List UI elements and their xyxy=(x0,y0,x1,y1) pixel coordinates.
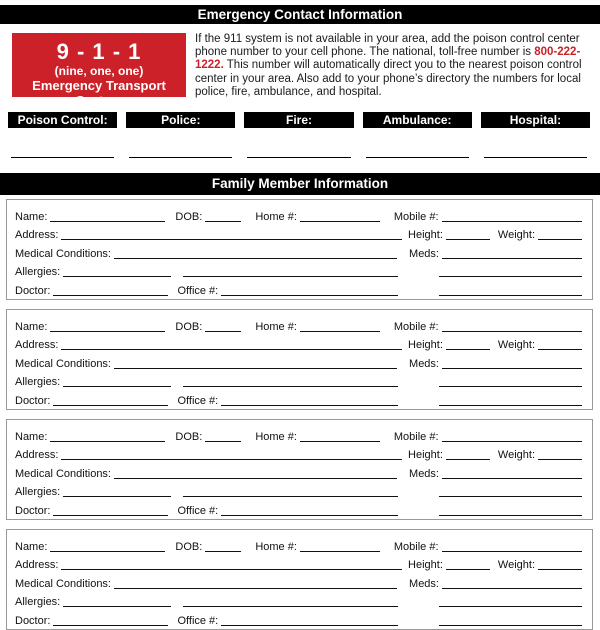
address-label: Address: xyxy=(15,339,59,352)
office-phone-field[interactable] xyxy=(221,405,398,406)
mobile-phone-label: Mobile #: xyxy=(393,320,439,333)
hospital-number-field[interactable] xyxy=(484,157,587,158)
badge-911-pronunciation: (nine, one, one) xyxy=(54,64,144,78)
meds-field[interactable] xyxy=(442,588,582,589)
member-row-doctor xyxy=(15,389,582,408)
family-member-block xyxy=(6,529,593,630)
medical-conditions-label: Medical Conditions: xyxy=(15,467,111,480)
allergies-extra-field[interactable] xyxy=(183,386,398,387)
mobile-phone-field[interactable] xyxy=(442,221,582,222)
home-phone-field[interactable] xyxy=(300,331,380,332)
office-phone-field[interactable] xyxy=(221,625,398,626)
height-label: Height: xyxy=(408,339,443,352)
medical-conditions-label: Medical Conditions: xyxy=(15,577,111,590)
address-label: Address: xyxy=(15,449,59,462)
doctor-label: Doctor: xyxy=(15,614,51,627)
badge-911 xyxy=(12,33,186,108)
badge-911-number: 9 - 1 - 1 xyxy=(56,39,142,64)
meds-extra-field-2[interactable] xyxy=(439,625,582,626)
dob-label: DOB: xyxy=(175,540,203,553)
member-row-name xyxy=(15,535,582,554)
allergies-field[interactable] xyxy=(63,386,171,387)
allergies-field[interactable] xyxy=(63,496,171,497)
home-phone-field[interactable] xyxy=(300,221,380,222)
address-field[interactable] xyxy=(61,239,402,240)
office-phone-field[interactable] xyxy=(221,515,398,516)
dob-field[interactable] xyxy=(205,221,241,222)
member-row-allergies xyxy=(15,481,582,500)
meds-extra-field[interactable] xyxy=(439,496,582,497)
mobile-phone-label: Mobile #: xyxy=(393,210,439,223)
allergies-label: Allergies: xyxy=(15,596,61,609)
office-phone-label: Office #: xyxy=(177,394,219,407)
medical-conditions-field[interactable] xyxy=(114,258,397,259)
weight-label: Weight: xyxy=(497,229,535,242)
contact-fill-lines-row xyxy=(8,157,590,158)
meds-field[interactable] xyxy=(442,258,582,259)
home-phone-label: Home #: xyxy=(255,430,297,443)
height-field[interactable] xyxy=(446,239,490,240)
emergency-contact-header: Emergency Contact Information xyxy=(0,5,600,24)
intro-paragraph xyxy=(186,33,592,99)
medical-conditions-field[interactable] xyxy=(114,588,397,589)
weight-label: Weight: xyxy=(497,449,535,462)
contact-label-poison-control: Poison Control: xyxy=(8,112,117,128)
doctor-label: Doctor: xyxy=(15,394,51,407)
allergies-extra-field[interactable] xyxy=(183,606,398,607)
member-row-doctor xyxy=(15,499,582,518)
mobile-phone-label: Mobile #: xyxy=(393,540,439,553)
office-phone-label: Office #: xyxy=(177,284,219,297)
name-label: Name: xyxy=(15,210,48,223)
office-phone-label: Office #: xyxy=(177,614,219,627)
doctor-field[interactable] xyxy=(53,405,168,406)
address-field[interactable] xyxy=(61,459,402,460)
doctor-label: Doctor: xyxy=(15,284,51,297)
member-row-address xyxy=(15,444,582,463)
office-phone-label: Office #: xyxy=(177,504,219,517)
meds-field[interactable] xyxy=(442,478,582,479)
weight-field[interactable] xyxy=(538,459,582,460)
doctor-label: Doctor: xyxy=(15,504,51,517)
name-field[interactable] xyxy=(50,331,165,332)
meds-label: Meds: xyxy=(409,467,439,480)
member-row-name xyxy=(15,315,582,334)
poison-control-phone-number: 800-222-1222. xyxy=(195,46,581,72)
medical-conditions-label: Medical Conditions: xyxy=(15,357,111,370)
dob-field[interactable] xyxy=(205,551,241,552)
family-member-list xyxy=(0,199,600,630)
name-field[interactable] xyxy=(50,221,165,222)
home-phone-label: Home #: xyxy=(255,210,297,223)
meds-extra-field[interactable] xyxy=(439,606,582,607)
medical-conditions-field[interactable] xyxy=(114,478,397,479)
meds-label: Meds: xyxy=(409,577,439,590)
intro-text-after: This number will automatically direct you to the nearest poison control center in your area. Also add to your phone’s directory the numbers for local police, fire, ambulance, and hospital. xyxy=(195,59,582,98)
fire-number-field[interactable] xyxy=(247,157,350,158)
doctor-field[interactable] xyxy=(53,295,168,296)
intro-text-before: If the 911 system is not available in your area, add the poison control center phone number to your cell phone. The national, toll-free number is xyxy=(195,33,580,59)
home-phone-label: Home #: xyxy=(255,540,297,553)
home-phone-field[interactable] xyxy=(300,441,380,442)
name-field[interactable] xyxy=(50,551,165,552)
meds-field[interactable] xyxy=(442,368,582,369)
allergies-label: Allergies: xyxy=(15,376,61,389)
member-row-name xyxy=(15,425,582,444)
member-row-doctor xyxy=(15,609,582,628)
allergies-extra-field[interactable] xyxy=(183,496,398,497)
doctor-field[interactable] xyxy=(53,515,168,516)
meds-extra-field-2[interactable] xyxy=(439,515,582,516)
member-row-medical xyxy=(15,242,582,261)
contact-label-hospital: Hospital: xyxy=(481,112,590,128)
police-number-field[interactable] xyxy=(129,157,232,158)
name-label: Name: xyxy=(15,320,48,333)
family-member-block xyxy=(6,419,593,520)
address-label: Address: xyxy=(15,229,59,242)
meds-label: Meds: xyxy=(409,357,439,370)
meds-extra-field-2[interactable] xyxy=(439,405,582,406)
mobile-phone-label: Mobile #: xyxy=(393,430,439,443)
address-field[interactable] xyxy=(61,349,402,350)
dob-label: DOB: xyxy=(175,320,203,333)
name-label: Name: xyxy=(15,540,48,553)
meds-label: Meds: xyxy=(409,247,439,260)
meds-extra-field-2[interactable] xyxy=(439,295,582,296)
mobile-phone-field[interactable] xyxy=(442,331,582,332)
address-field[interactable] xyxy=(61,569,402,570)
contact-label-fire: Fire: xyxy=(244,112,353,128)
member-row-allergies xyxy=(15,371,582,390)
member-row-address xyxy=(15,334,582,353)
member-row-address xyxy=(15,554,582,573)
mobile-phone-field[interactable] xyxy=(442,551,582,552)
member-row-medical xyxy=(15,352,582,371)
family-member-block xyxy=(6,309,593,410)
height-label: Height: xyxy=(408,229,443,242)
home-phone-field[interactable] xyxy=(300,551,380,552)
weight-label: Weight: xyxy=(497,339,535,352)
allergies-field[interactable] xyxy=(63,606,171,607)
allergies-field[interactable] xyxy=(63,276,171,277)
dob-label: DOB: xyxy=(175,210,203,223)
contact-labels-row xyxy=(8,112,590,128)
member-row-allergies xyxy=(15,591,582,610)
medical-conditions-field[interactable] xyxy=(114,368,397,369)
name-field[interactable] xyxy=(50,441,165,442)
allergies-label: Allergies: xyxy=(15,486,61,499)
ambulance-number-field[interactable] xyxy=(366,157,469,158)
dob-label: DOB: xyxy=(175,430,203,443)
family-member-block xyxy=(6,199,593,300)
contact-label-police: Police: xyxy=(126,112,235,128)
name-label: Name: xyxy=(15,430,48,443)
height-label: Height: xyxy=(408,559,443,572)
home-phone-label: Home #: xyxy=(255,320,297,333)
medical-conditions-label: Medical Conditions: xyxy=(15,247,111,260)
weight-field[interactable] xyxy=(538,239,582,240)
address-label: Address: xyxy=(15,559,59,572)
poison-control-number-field[interactable] xyxy=(11,157,114,158)
family-member-header: Family Member Information xyxy=(0,173,600,195)
contact-label-ambulance: Ambulance: xyxy=(363,112,472,128)
member-row-medical xyxy=(15,572,582,591)
height-field[interactable] xyxy=(446,349,490,350)
dob-field[interactable] xyxy=(205,331,241,332)
intro-section xyxy=(12,33,592,108)
member-row-address xyxy=(15,224,582,243)
height-field[interactable] xyxy=(446,569,490,570)
height-field[interactable] xyxy=(446,459,490,460)
meds-extra-field[interactable] xyxy=(439,386,582,387)
weight-field[interactable] xyxy=(538,569,582,570)
allergies-extra-field[interactable] xyxy=(183,276,398,277)
meds-extra-field[interactable] xyxy=(439,276,582,277)
office-phone-field[interactable] xyxy=(221,295,398,296)
weight-field[interactable] xyxy=(538,349,582,350)
weight-label: Weight: xyxy=(497,559,535,572)
height-label: Height: xyxy=(408,449,443,462)
member-row-doctor xyxy=(15,279,582,298)
doctor-field[interactable] xyxy=(53,625,168,626)
allergies-label: Allergies: xyxy=(15,266,61,279)
badge-911-label: Emergency Transport System xyxy=(32,78,166,108)
member-row-medical xyxy=(15,462,582,481)
member-row-allergies xyxy=(15,261,582,280)
member-row-name xyxy=(15,205,582,224)
dob-field[interactable] xyxy=(205,441,241,442)
mobile-phone-field[interactable] xyxy=(442,441,582,442)
